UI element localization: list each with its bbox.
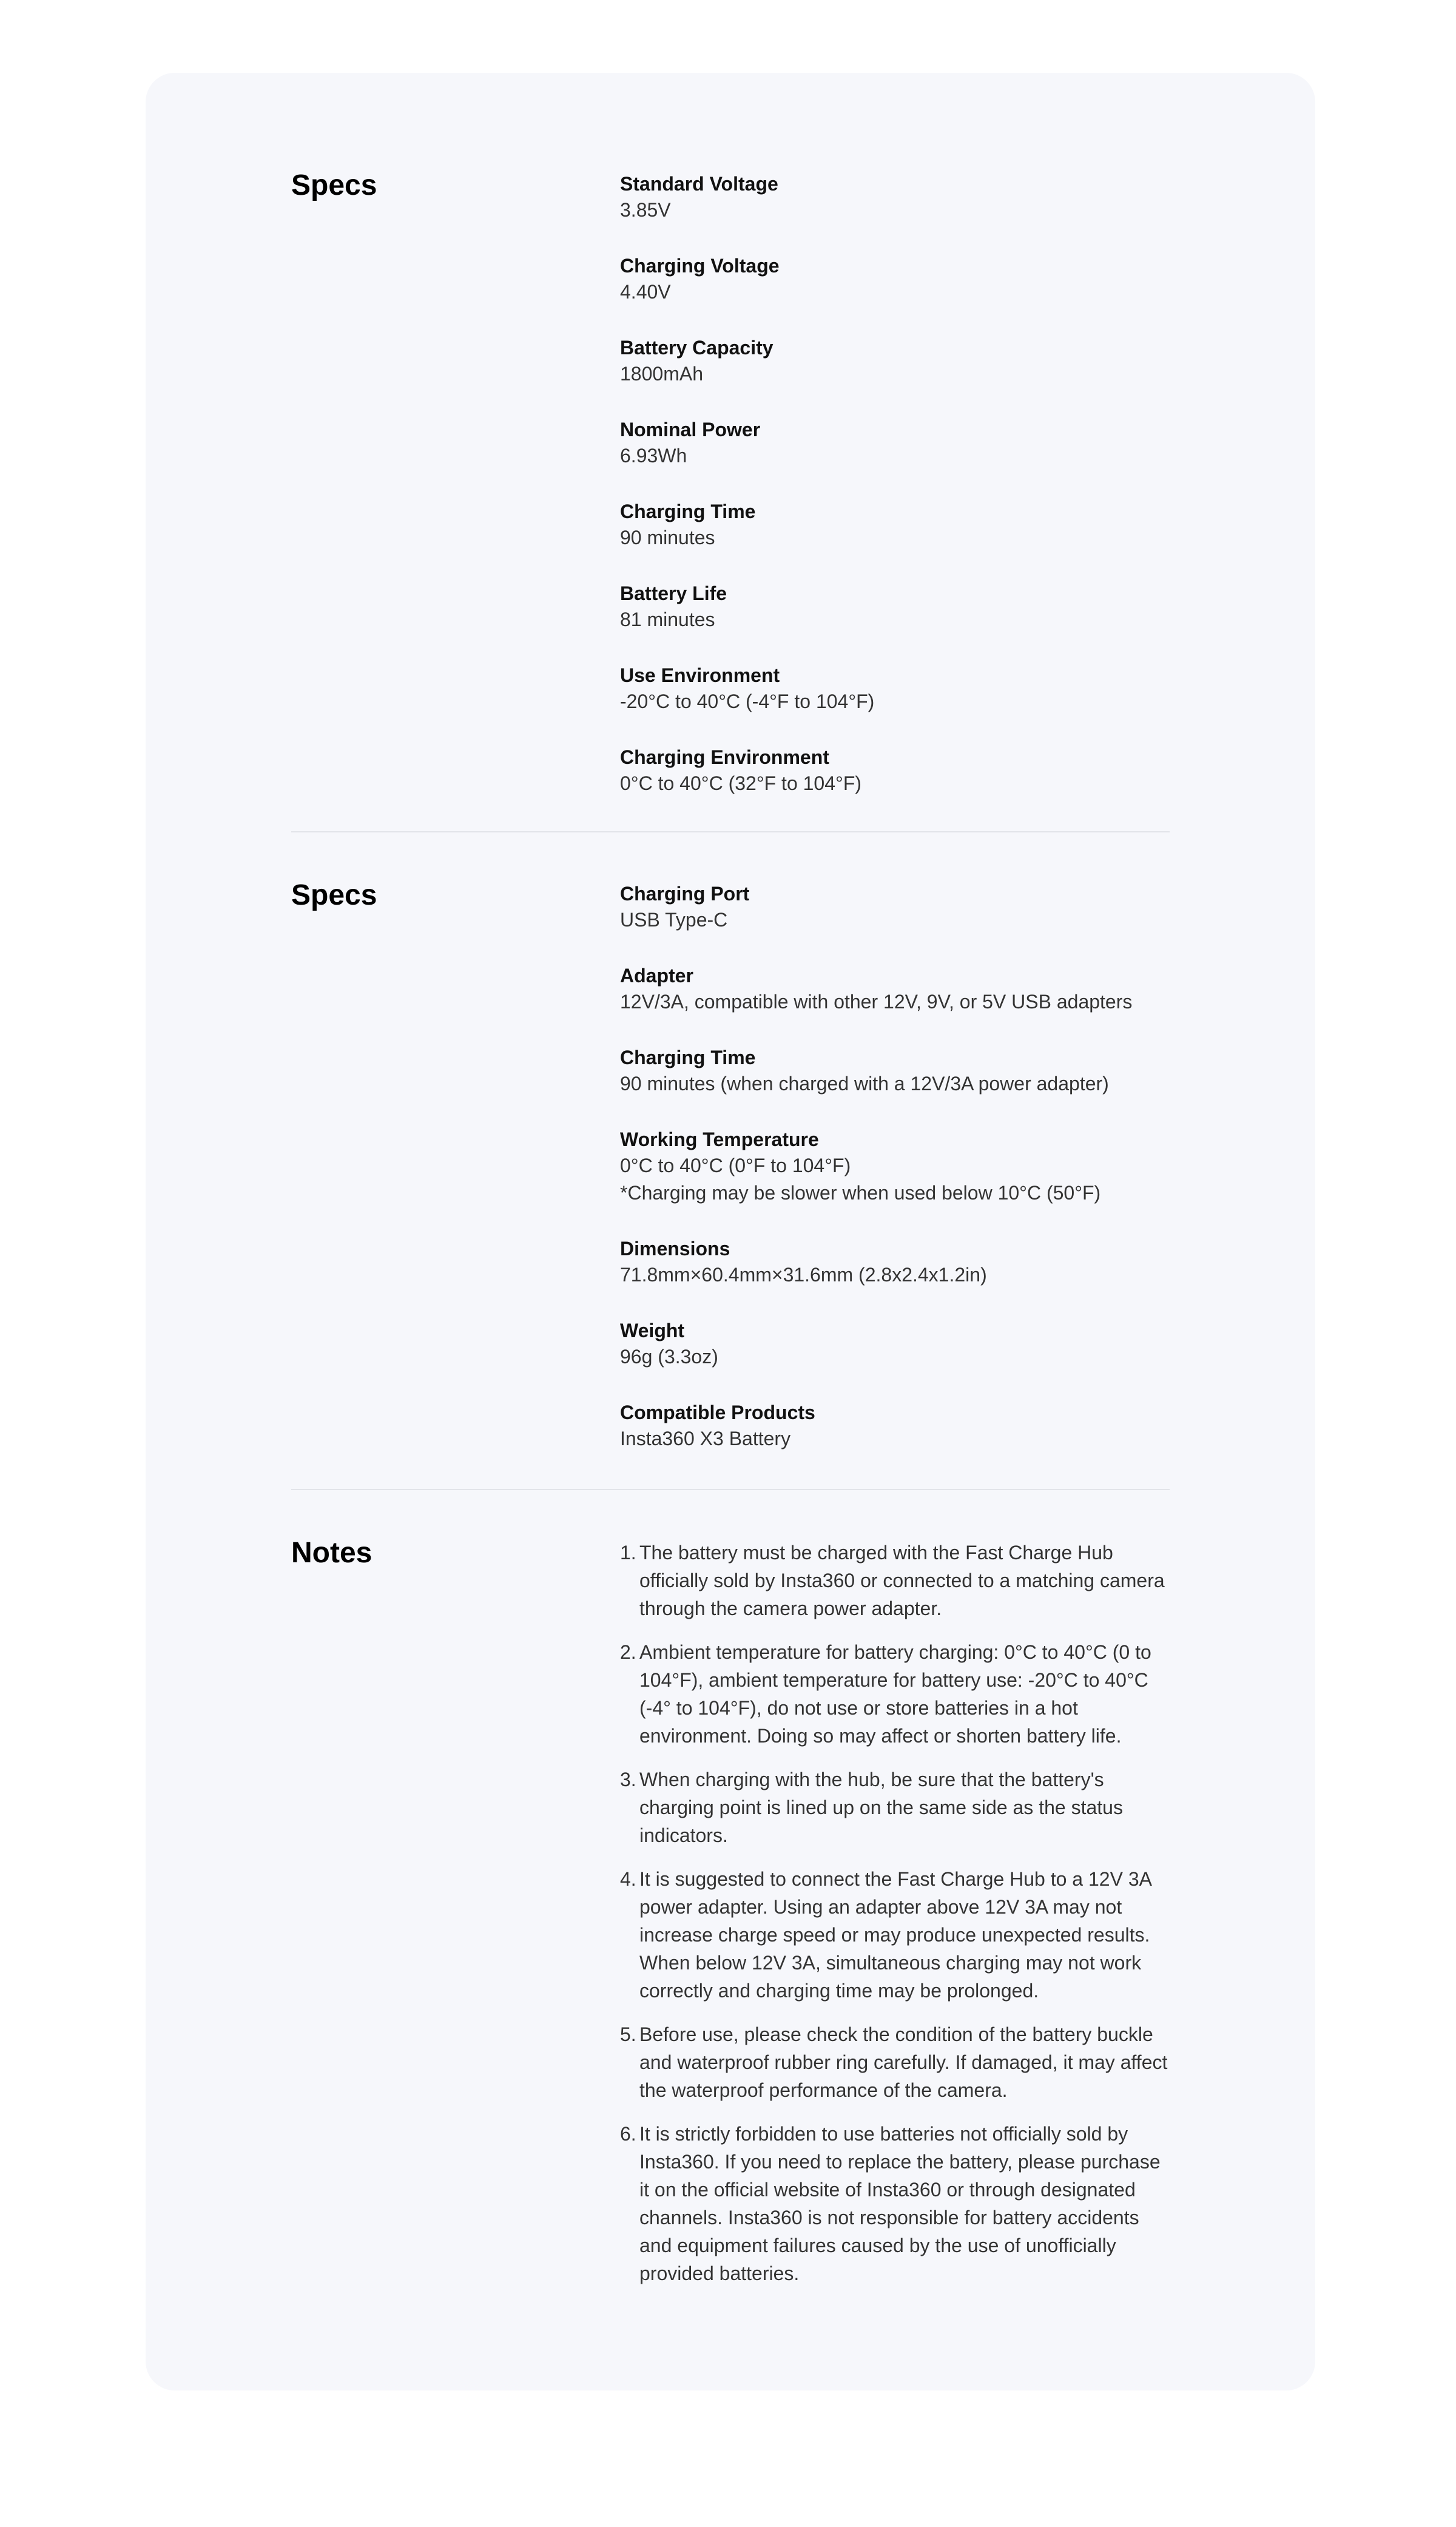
spec-item (620, 581, 1170, 633)
spec-value: 12V/3A, compatible with other 12V, 9V, or 5V USB adapters (620, 991, 1133, 1013)
spec-value: USB Type-C (620, 909, 728, 931)
spec-label: Battery Life (620, 582, 727, 604)
note-text: When charging with the hub, be sure that the battery's charging point is lined up on the same side as the status indicators. (639, 1769, 1123, 1846)
note-item (620, 1539, 1170, 1622)
note-item (620, 1865, 1170, 2005)
section-divider (291, 1489, 1170, 1490)
spec-label: Charging Voltage (620, 255, 780, 277)
spec-label: Working Temperature (620, 1129, 819, 1150)
note-number: 5. (620, 2023, 636, 2045)
note-item (620, 1766, 1170, 1849)
spec-value: 90 minutes (when charged with a 12V/3A power adapter) (620, 1073, 1109, 1095)
note-number: 3. (620, 1769, 636, 1790)
spec-item (620, 1318, 1170, 1371)
spec-value: 4.40V (620, 281, 671, 303)
note-item (620, 2020, 1170, 2104)
spec-list (620, 881, 1170, 1482)
spec-value: Insta360 X3 Battery (620, 1428, 791, 1449)
note-text: The battery must be charged with the Fast Charge Hub officially sold by Insta360 or connected to a matching camera through the camera power adapter. (639, 1542, 1165, 1619)
spec-footnote: *Charging may be slower when used below 10°C (50°F) (620, 1182, 1101, 1204)
spec-item (620, 253, 1170, 306)
section-title: Specs (291, 169, 377, 201)
note-text: Before use, please check the condition of the battery buckle and waterproof rubber ring carefully. If damaged, it may affect the waterproof performance of the camera. (639, 2023, 1168, 2101)
spec-value: 0°C to 40°C (32°F to 104°F) (620, 772, 862, 794)
spec-value: 90 minutes (620, 527, 715, 548)
spec-item (620, 881, 1170, 934)
spec-label: Compatible Products (620, 1402, 815, 1423)
note-number: 1. (620, 1542, 636, 1564)
section-title: Specs (291, 879, 377, 911)
notes-list (620, 1539, 1170, 2303)
note-item (620, 2120, 1170, 2287)
note-number: 6. (620, 2123, 636, 2145)
note-text: Ambient temperature for battery charging: 0°C to 40°C (0 to 104°F), ambient temperature for battery use: -20°C to 40°C (-4° to 104°F), do not use or store batteries in a hot environment. Doing so may affect or shorten battery life. (639, 1641, 1151, 1747)
notes-title: Notes (291, 1537, 372, 1569)
spec-value: 81 minutes (620, 609, 715, 630)
spec-item (620, 171, 1170, 224)
spec-item (620, 1236, 1170, 1289)
spec-value: 71.8mm×60.4mm×31.6mm (2.8x2.4x1.2in) (620, 1264, 987, 1286)
spec-item (620, 335, 1170, 388)
spec-item (620, 963, 1170, 1016)
spec-item (620, 499, 1170, 552)
spec-item (620, 1400, 1170, 1452)
spec-value: 1800mAh (620, 363, 703, 385)
spec-value: -20°C to 40°C (-4°F to 104°F) (620, 690, 875, 712)
spec-label: Battery Capacity (620, 337, 774, 359)
spec-value: 6.93Wh (620, 445, 687, 467)
note-number: 2. (620, 1641, 636, 1663)
spec-label: Adapter (620, 965, 693, 987)
section-divider (291, 831, 1170, 832)
note-number: 4. (620, 1868, 636, 1890)
spec-label: Charging Time (620, 1047, 756, 1068)
spec-item (620, 1045, 1170, 1098)
spec-item (620, 663, 1170, 715)
spec-label: Weight (620, 1320, 685, 1341)
spec-label: Charging Environment (620, 746, 829, 768)
note-text: It is strictly forbidden to use batteries not officially sold by Insta360. If you need to replace the battery, please purchase it on the official website of Insta360 or through designated channels. Insta360 is not responsible for battery accidents and equipment failures caused by the use of unofficially provided batteries. (639, 2123, 1161, 2284)
spec-item (620, 1127, 1170, 1207)
spec-label: Use Environment (620, 664, 780, 686)
note-item (620, 1638, 1170, 1750)
spec-item (620, 417, 1170, 470)
spec-item (620, 744, 1170, 797)
note-text: It is suggested to connect the Fast Charge Hub to a 12V 3A power adapter. Using an adapter above 12V 3A may not increase charge speed or may produce unexpected results. When below 12V 3A, simultaneous charging may not work correctly and charging time may be prolonged. (639, 1868, 1151, 2002)
spec-label: Charging Port (620, 883, 750, 905)
spec-value: 96g (3.3oz) (620, 1346, 718, 1368)
spec-label: Standard Voltage (620, 173, 778, 195)
spec-card (146, 73, 1315, 2390)
spec-value: 0°C to 40°C (0°F to 104°F) (620, 1155, 851, 1176)
spec-label: Nominal Power (620, 419, 761, 440)
spec-list (620, 171, 1170, 826)
spec-value: 3.85V (620, 199, 671, 221)
spec-label: Dimensions (620, 1238, 730, 1260)
spec-label: Charging Time (620, 501, 756, 522)
